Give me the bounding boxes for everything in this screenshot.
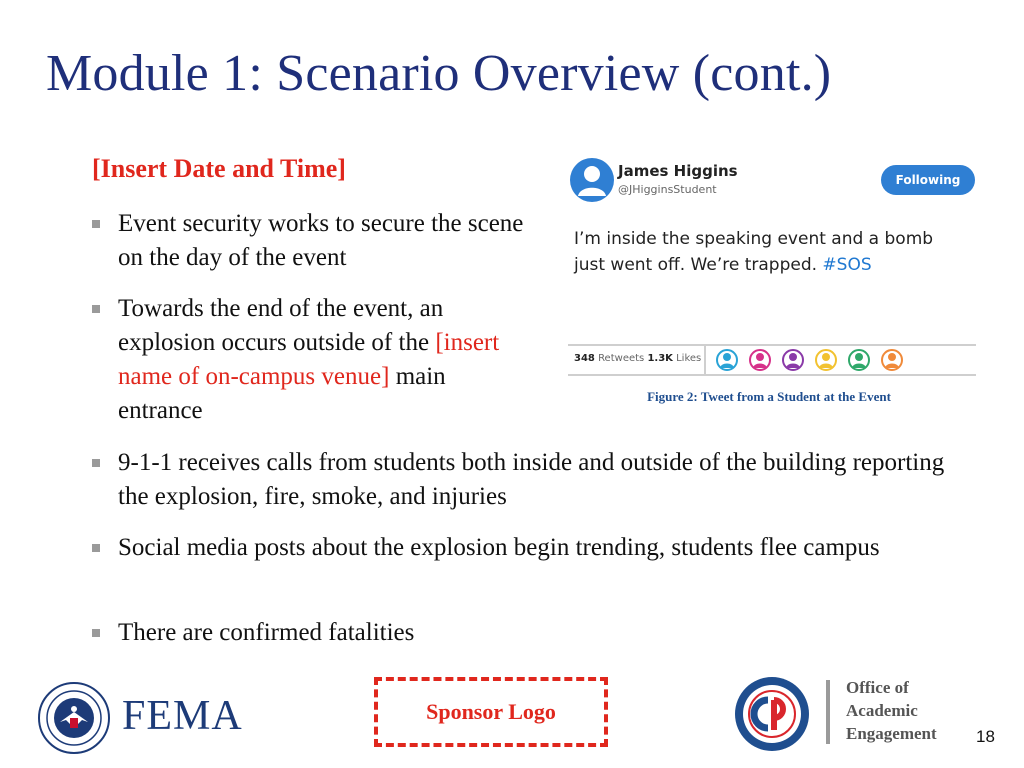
bullet-text: Event security works to secure the scene on the day of the event: [118, 210, 524, 271]
bullet-item: [92, 531, 972, 565]
office-line: Academic: [846, 701, 918, 720]
office-line: Office of: [846, 678, 909, 697]
bullet-text: There are confirmed fatalities: [118, 619, 415, 646]
bullet-marker: [92, 459, 100, 467]
liker-avatar-icon[interactable]: [782, 349, 804, 371]
dhs-seal-icon: [38, 682, 110, 754]
tweet-author-handle[interactable]: @JHigginsStudent: [618, 183, 717, 196]
tweet-hashtag[interactable]: #SOS: [822, 255, 872, 275]
tweet-author-name[interactable]: James Higgins: [618, 162, 738, 180]
liker-avatars: [716, 349, 903, 371]
tweet-body: [574, 226, 964, 278]
bullet-text-end: main entrance: [118, 363, 446, 424]
fema-wordmark: FEMA: [122, 693, 243, 739]
bullet-text: [118, 292, 532, 428]
bullet-item: [92, 292, 532, 428]
bullet-text: Social media posts about the explosion begin trending, students flee campus: [118, 534, 880, 561]
campus-resilience-seal-icon: [734, 676, 810, 752]
sponsor-logo-label: Sponsor Logo: [426, 699, 556, 724]
office-line: Engagement: [846, 724, 937, 743]
bullet-text: 9-1-1 receives calls from students both inside and outside of the building reporting the explosion, fire, smoke, and injuries: [118, 449, 945, 510]
bullet-marker: [92, 305, 100, 313]
date-time-heading: [Insert Date and Time]: [92, 154, 346, 183]
bullet-item: [92, 446, 972, 514]
sponsor-logo-placeholder: [374, 677, 608, 747]
bullet-marker: [92, 220, 100, 228]
bullet-marker: [92, 544, 100, 552]
bullet-item: [92, 616, 972, 650]
liker-avatar-icon[interactable]: [881, 349, 903, 371]
following-button[interactable]: Following: [881, 165, 975, 195]
venue-placeholder: [insert name of on-campus venue]: [118, 329, 500, 390]
retweet-count: 348: [574, 353, 595, 364]
tweet-card: [566, 150, 978, 380]
tweet-stats-bar: [568, 344, 976, 376]
user-avatar-icon[interactable]: [570, 158, 614, 202]
stats-divider: [704, 346, 706, 374]
bullet-marker: [92, 629, 100, 637]
office-divider: [826, 680, 830, 744]
like-count: 1.3K: [647, 353, 673, 364]
office-of-academic-engagement: [846, 676, 937, 745]
bullet-item: [92, 207, 532, 275]
retweet-label: Retweets: [598, 353, 645, 364]
page-number: 18: [976, 727, 995, 746]
like-label: Likes: [676, 353, 702, 364]
bullet-text-start: Towards the end of the event, an explosion occurs outside of the: [118, 295, 444, 356]
liker-avatar-icon[interactable]: [815, 349, 837, 371]
tweet-text: I’m inside the speaking event and a bomb just went off. We’re trapped.: [574, 229, 934, 275]
liker-avatar-icon[interactable]: [848, 349, 870, 371]
liker-avatar-icon[interactable]: [749, 349, 771, 371]
liker-avatar-icon[interactable]: [716, 349, 738, 371]
figure-caption: Figure 2: Tweet from a Student at the Event: [647, 389, 891, 404]
tweet-stats: [574, 353, 701, 364]
slide-title: Module 1: Scenario Overview (cont.): [46, 45, 832, 102]
